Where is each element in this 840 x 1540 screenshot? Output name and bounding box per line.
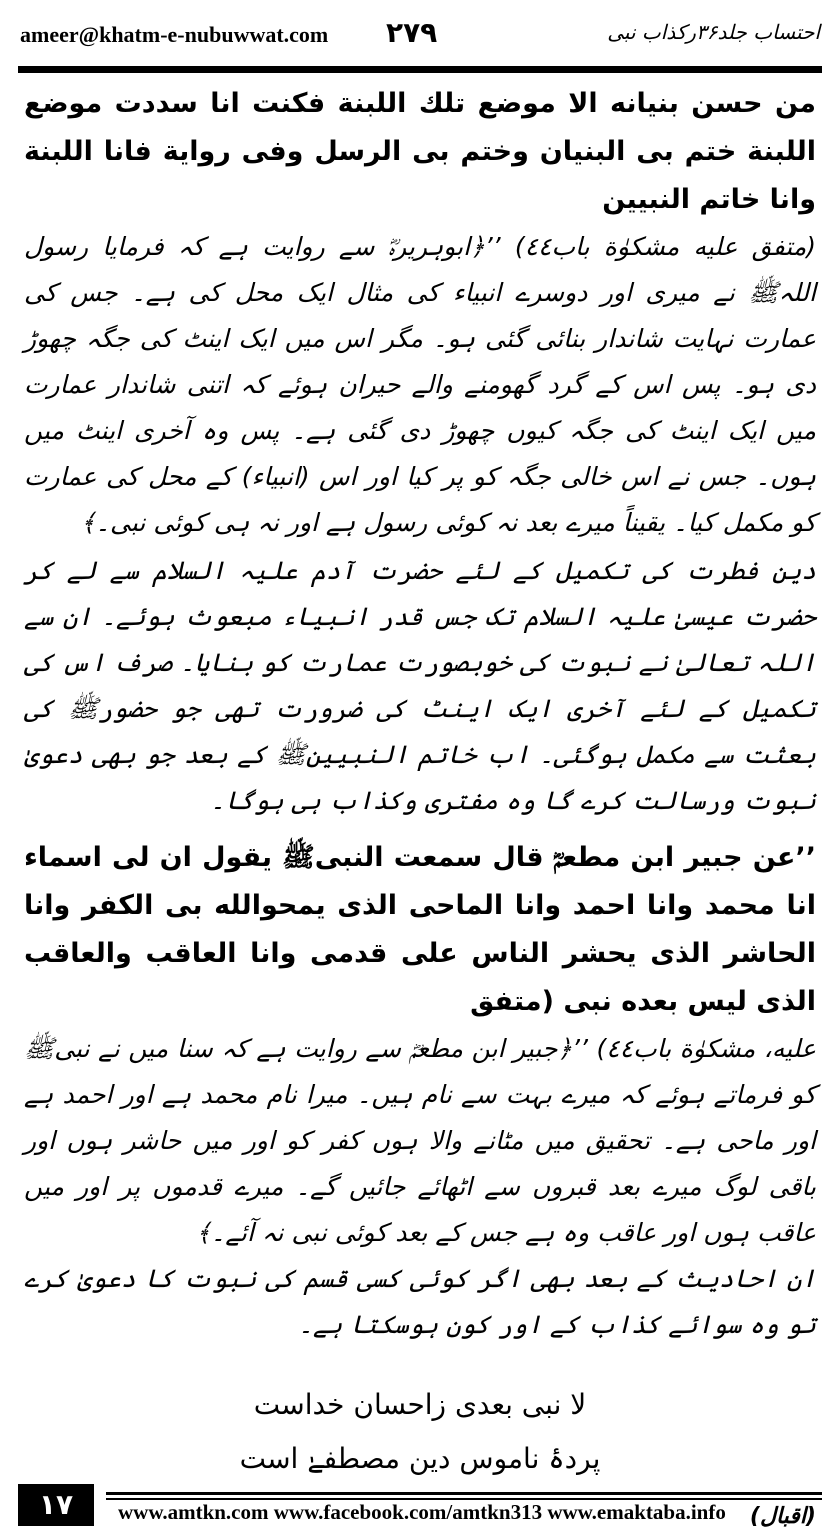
poetry-couplet	[24, 1378, 816, 1486]
poetry-line-2: پردۂ ناموس دین مصطفےٰ است	[239, 1442, 601, 1475]
arabic-hadith-2: ’’عن جبير ابن مطعمؓ قال سمعت النبىﷺ يقول ان لى اسماء انا محمد وانا احمد وانا الماحى الذى يمحوالله بى الكفر وانا الحاشر الذى يحشر الناس على قدمى وانا العاقب والعاقب الذى ليس بعده نبى (متفق	[24, 842, 816, 1017]
header-divider	[18, 66, 822, 73]
urdu-translation-1: (متفق عليه مشكوٰة باب٤٤) ’’﴿ابوہریرہؓ سے روایت ہے کہ فرمایا رسول اللہﷺ نے میری اور دوسرے انبیاء کی مثال ایک محل کی ہے۔ جس کی عمارت نہایت شاندار بنائی گئی ہو۔ مگر اس میں ایک اینٹ کی جگہ چھوڑ دی ہو۔ پس اس کے گرد گھومنے والے حیران ہوئے کہ اتنی شاندار عمارت میں ایک اینٹ کی جگہ کیوں چھوڑ دی گئی ہے۔ پس وہ آخری اینٹ میں ہوں۔ جس نے اس خالی جگہ کو پر کیا اور اس (انبیاء) کے محل کی عمارت کو مکمل کیا۔ یقیناً میرے بعد نہ کوئی رسول ہے اور نہ ہی کوئی نبی۔﴾	[24, 232, 816, 537]
page-footer	[18, 1484, 822, 1528]
page-header	[18, 14, 822, 58]
header-page-number: ۲۷۹	[386, 16, 438, 49]
header-email[interactable]: ameer@khatm-e-nubuwwat.com	[20, 22, 329, 47]
page-body	[24, 80, 816, 1529]
arabic-hadith-1-end: من حسن بنيانه الا موضع تلك اللبنة فكنت انا سددت موضع اللبنة ختم بى البنيان وختم بى الرسل وفى رواية فانا اللبنة وانا خاتم النبيين	[24, 88, 816, 215]
header-book-title: احتساب جلد۳۶رکذاب نبی	[607, 20, 820, 44]
poetry-line-1: لا نبی بعدی زاحسان خداست	[253, 1388, 587, 1421]
urdu-commentary-1: دین فطرت کی تکمیل کے لئے حضرت آدم علیہ السلام سے لے کر حضرت عیسیٰ علیہ السلام تک جس قدر انبیاء مبعوث ہوئے۔ ان سے اللہ تعالیٰ نے نبوت کی خوبصورت عمارت کو بنایا۔ صرف اس کی تکمیل کے لئے آخری ایک اینٹ کی ضرورت تھی جو حضورﷺ کی بعثت سے مکمل ہوگئی۔ اب خاتم النبیینﷺ کے بعد جو بھی دعویٰ نبوت ورسالت کرے گا وہ مفتری وکذاب ہی ہوگا۔	[24, 556, 816, 815]
footer-page-number: ۱۷	[18, 1484, 94, 1526]
urdu-commentary-2: ان احادیث کے بعد بھی اگر کوئی کسی قسم کی نبوت کا دعویٰ کرے تو وہ سوائے کذاب کے اور کون ہوسکتا ہے۔	[24, 1264, 816, 1339]
footer-rule-top	[106, 1492, 822, 1495]
urdu-translation-2: عليه، مشكوٰة باب٤٤) ’’﴿جبیر ابن مطعمؓ سے روایت ہے کہ سنا میں نے نبیﷺ کو فرماتے ہوئے کہ میرے بہت سے نام ہیں۔ میرا نام محمد ہے اور احمد ہے اور ماحی ہے۔ تحقیق میں مٹانے والا ہوں کفر کو اور میں حاشر ہوں اور باقی لوگ میرے بعد قبروں سے اٹھائے جائیں گے۔ میرے قدموں پر اور میں عاقب ہوں اور عاقب وہ ہے جس کے بعد کوئی نبی نہ آئے۔﴾	[24, 1034, 816, 1247]
footer-website-links[interactable]: www.amtkn.com www.facebook.com/amtkn313 www.emaktaba.info	[118, 1500, 726, 1524]
poet-signature: (اقبال)	[749, 1504, 816, 1529]
